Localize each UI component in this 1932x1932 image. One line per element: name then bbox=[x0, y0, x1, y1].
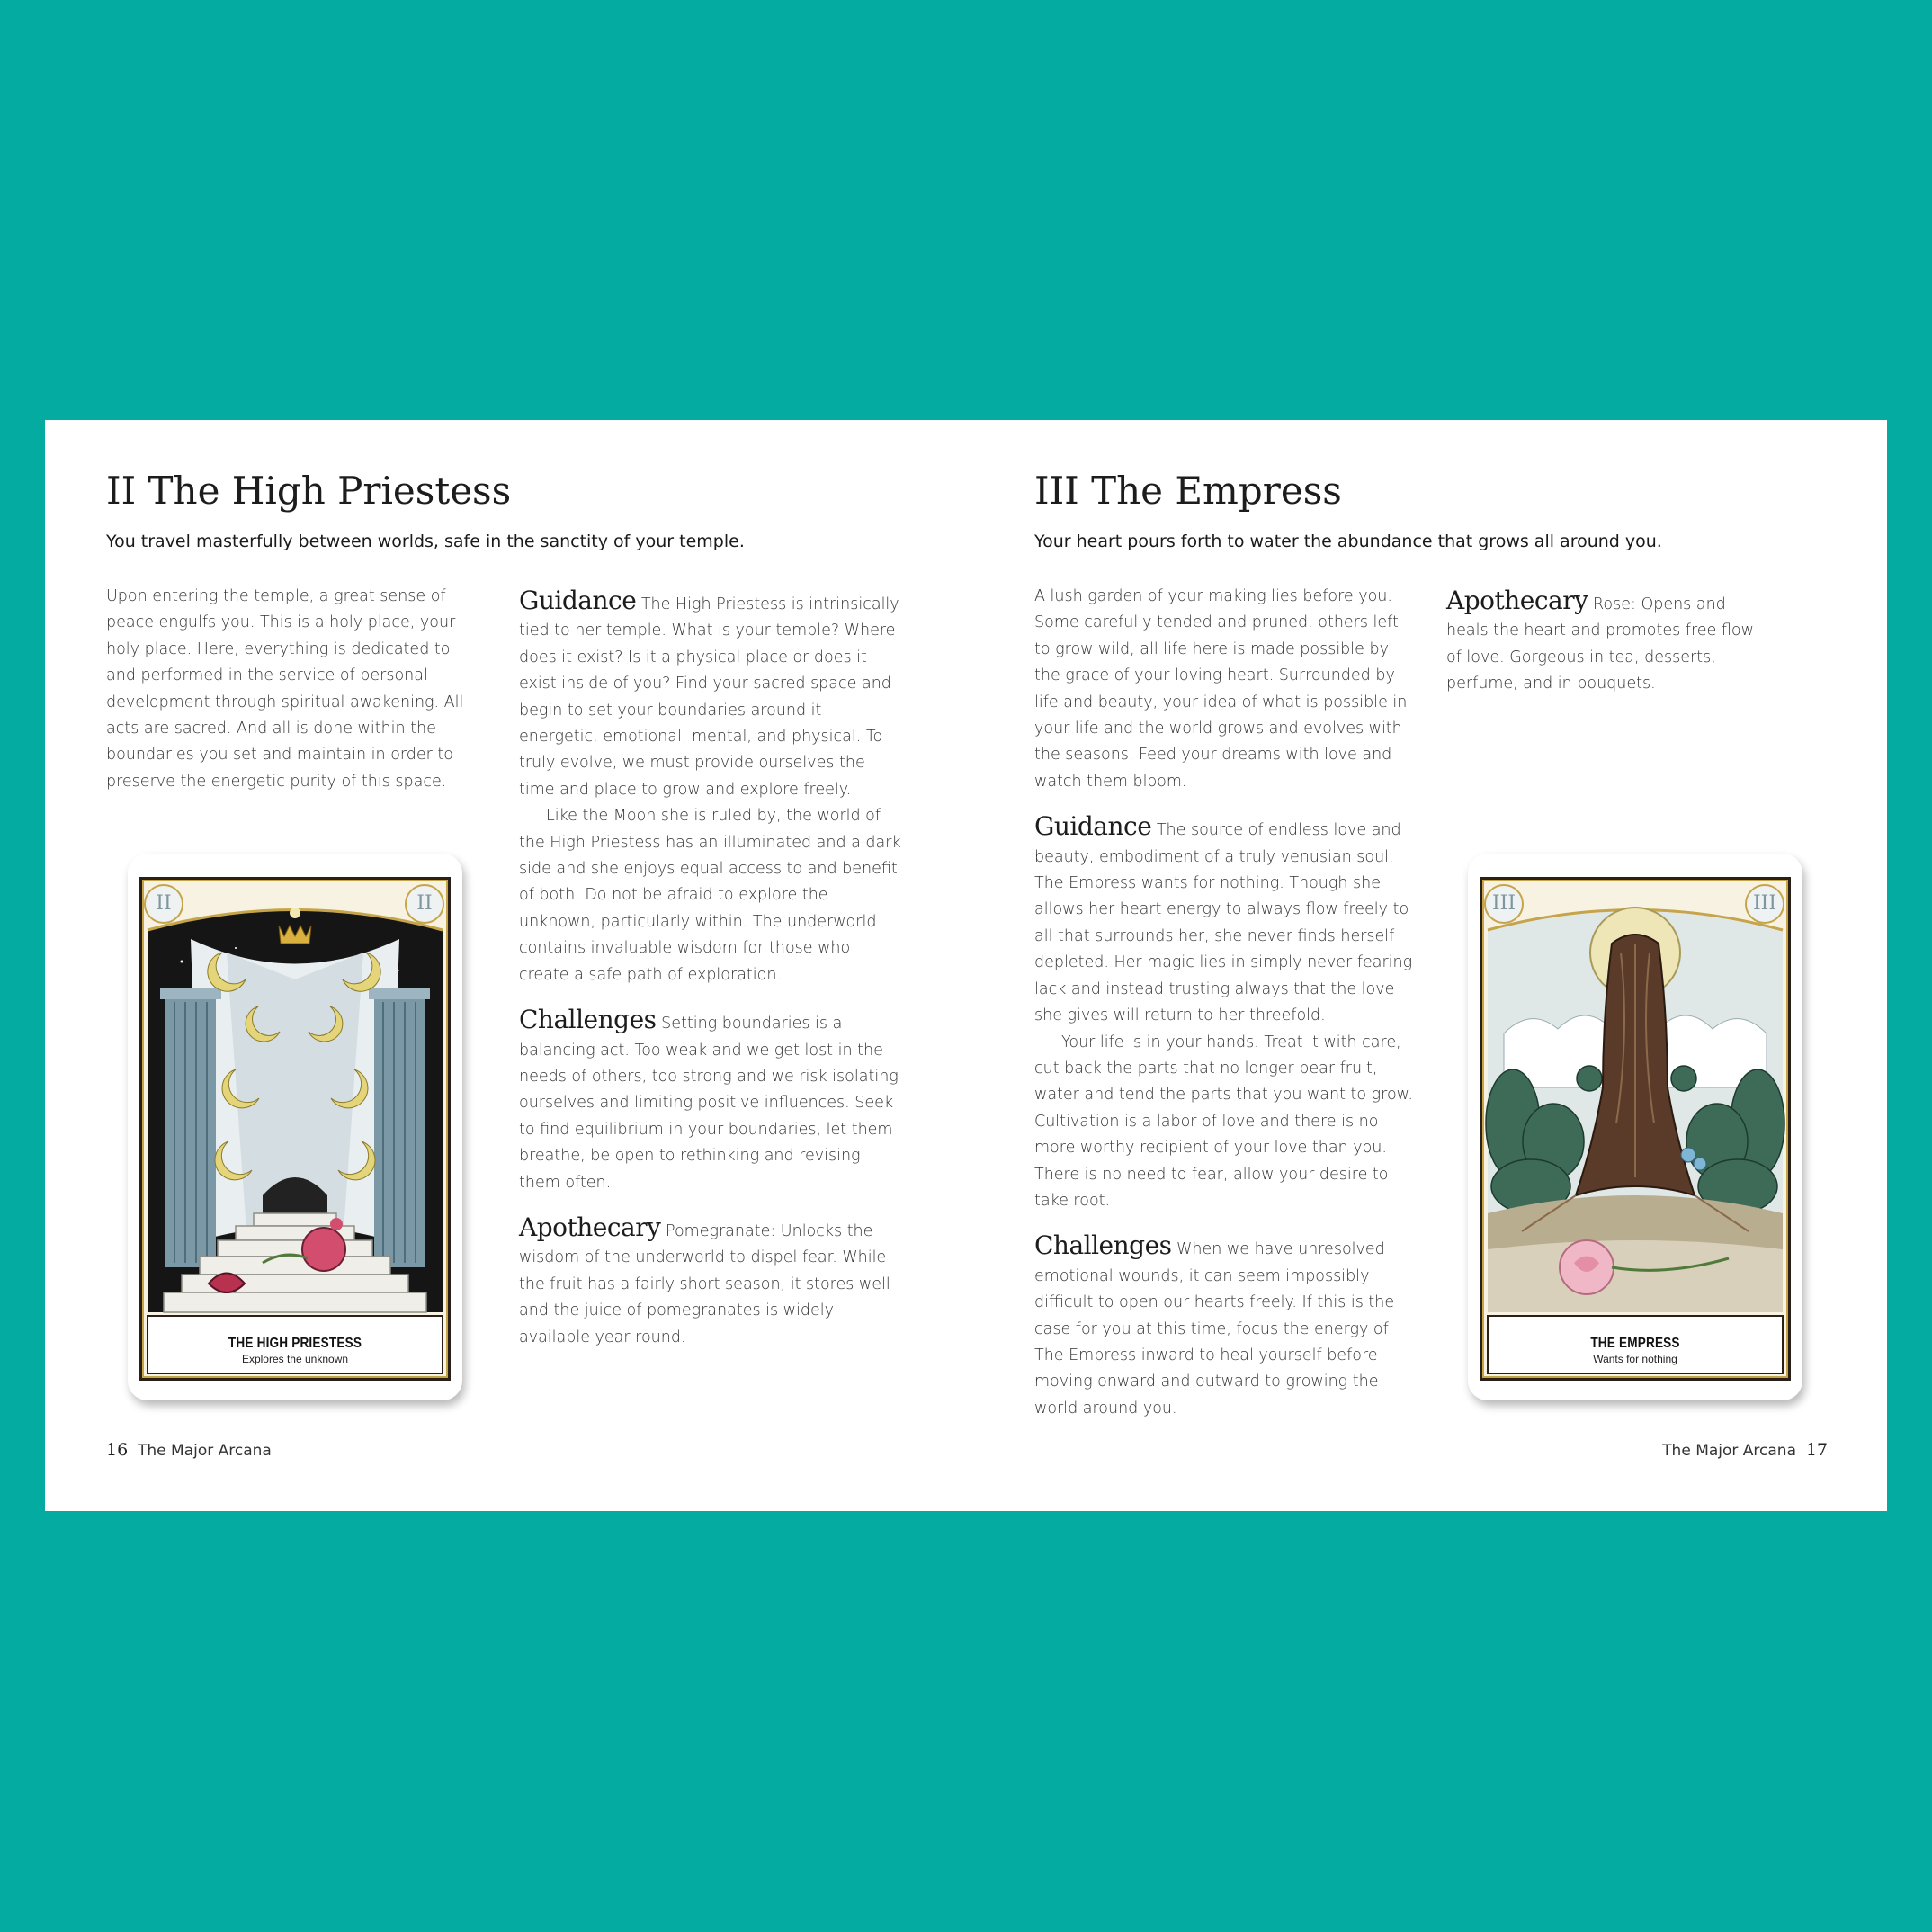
right-column-1 bbox=[1034, 584, 1414, 1422]
left-column-2 bbox=[519, 587, 904, 1351]
empress-card bbox=[1468, 854, 1802, 1400]
high-priestess-card-art bbox=[128, 854, 462, 1400]
left-challenges-heading: Challenges bbox=[519, 1005, 657, 1035]
left-footer bbox=[106, 1440, 272, 1460]
right-page-tagline: Your heart pours forth to water the abundance that grows all around you. bbox=[1034, 532, 1662, 551]
empress-numeral-left: III bbox=[1484, 884, 1524, 924]
right-guidance-text: The source of endless love and beauty, embodiment of a truly venusian soul, The Empress wants for nothing. Though she allows her heart energy to always flow freely to all that surrounds her, she never finds herself depleted. Her magic lies in simply never fearing lack and instead trusting always that the love she gives will return to her threefold. bbox=[1034, 821, 1413, 1025]
right-page-title: III The Empress bbox=[1034, 469, 1342, 513]
right-guidance-heading: Guidance bbox=[1034, 811, 1152, 842]
high-priestess-card-name: THE HIGH PRIESTESS bbox=[228, 1336, 362, 1351]
right-column-2 bbox=[1446, 587, 1770, 698]
right-intro-text: A lush garden of your making lies before you. Some carefully tended and pruned, others left to grow wild, all life here is made possible by the grace of your loving heart. Surrounded by life and beauty, your idea of what is possible in your life and the world grows and evolves with the seasons. Feed your dreams with love and watch them bloom. bbox=[1034, 587, 1408, 791]
left-guidance-text: The High Priestess is intrinsically tied to her temple. What is your temple? Where does it exist? Is it a physical place or does it exist inside of you? Find your sacred space and begin to set your boundaries around it—energetic, emotional, mental, and physical. To truly evolve, we must provide ourselves the time and place to grow and explore freely. bbox=[519, 595, 899, 799]
left-intro bbox=[106, 584, 466, 795]
left-page-number: 16 bbox=[106, 1440, 129, 1460]
left-page-tagline: You travel masterfully between worlds, safe in the sanctity of your temple. bbox=[106, 532, 745, 551]
right-intro-section bbox=[1034, 584, 1414, 795]
right-guidance-text-2: Your life is in your hands. Treat it with care, cut back the parts that no longer bear fruit, water and tend the parts that you want to grow. Cultivation is a labor of love and there is no more worthy recipient of your love than you. There is no need to fear, allow your desire to take root. bbox=[1034, 1033, 1413, 1210]
left-guidance-text-2: Like the Moon she is ruled by, the world of the High Priestess has an illuminated and a dark side and she enjoys equal access to and benefit of both. Do not be afraid to explore the unknown, particularly within. The underworld contains invaluable wisdom for those who create a safe path of exploration. bbox=[519, 807, 901, 984]
high-priestess-numeral-right: II bbox=[405, 884, 444, 924]
left-apothecary-text: Pomegranate: Unlocks the wisdom of the underworld to dispel fear. While the fruit has a fairly short season, it stores well and the juice of pomegranates is widely available year round. bbox=[519, 1221, 890, 1346]
left-guidance-heading: Guidance bbox=[519, 586, 637, 615]
right-guidance-section bbox=[1034, 813, 1414, 1214]
left-apothecary-section bbox=[519, 1214, 904, 1351]
empress-card-art bbox=[1468, 854, 1802, 1400]
right-apothecary-section bbox=[1446, 587, 1770, 698]
book-spread bbox=[45, 420, 1887, 1511]
left-guidance-section bbox=[519, 587, 904, 988]
empress-numeral-right: III bbox=[1745, 884, 1784, 924]
right-challenges-heading: Challenges bbox=[1034, 1230, 1172, 1261]
left-intro-text: Upon entering the temple, a great sense of peace engulfs you. This is a holy place, your holy place. Here, everything is dedicated to and performed in the service of personal development through spiritual awakening. All acts are sacred. And all is done within the boundaries you set and maintain in order to preserve the energetic purity of this space. bbox=[106, 587, 464, 791]
left-challenges-text: Setting boundaries is a balancing act. Too weak and we get lost in the needs of others, too strong and we risk isolating ourselves and limiting positive influences. Seek to find equilibrium in your boundaries, let them breathe, be open to rethinking and revising them often. bbox=[519, 1015, 899, 1192]
empress-card-name: THE EMPRESS bbox=[1590, 1336, 1680, 1351]
right-apothecary-heading: Apothecary bbox=[1446, 586, 1588, 615]
left-apothecary-heading: Apothecary bbox=[519, 1212, 661, 1242]
left-challenges-section bbox=[519, 1006, 904, 1196]
high-priestess-numeral-left: II bbox=[144, 884, 183, 924]
left-footer-section: The Major Arcana bbox=[138, 1442, 272, 1460]
left-page-title: II The High Priestess bbox=[106, 469, 512, 513]
right-challenges-text: When we have unresolved emotional wounds, it can seem impossibly difficult to open our hearts freely. If this is the case for you at this time, focus the energy of The Empress inward to heal yourself before moving onward and outward to growing the world around you. bbox=[1034, 1240, 1395, 1418]
empress-caption bbox=[1489, 1336, 1781, 1365]
empress-card-subtitle: Wants for nothing bbox=[1593, 1353, 1677, 1365]
high-priestess-caption bbox=[149, 1336, 441, 1365]
right-apothecary-text: Rose: Opens and heals the heart and promotes free flow of love. Gorgeous in tea, desserts, perfume, and in bouquets. bbox=[1446, 595, 1754, 693]
right-footer-section: The Major Arcana bbox=[1662, 1442, 1796, 1460]
high-priestess-card-subtitle: Explores the unknown bbox=[241, 1353, 349, 1365]
right-footer bbox=[1662, 1440, 1828, 1460]
right-challenges-section bbox=[1034, 1232, 1414, 1422]
high-priestess-card bbox=[128, 854, 462, 1400]
right-page-number: 17 bbox=[1805, 1440, 1828, 1460]
